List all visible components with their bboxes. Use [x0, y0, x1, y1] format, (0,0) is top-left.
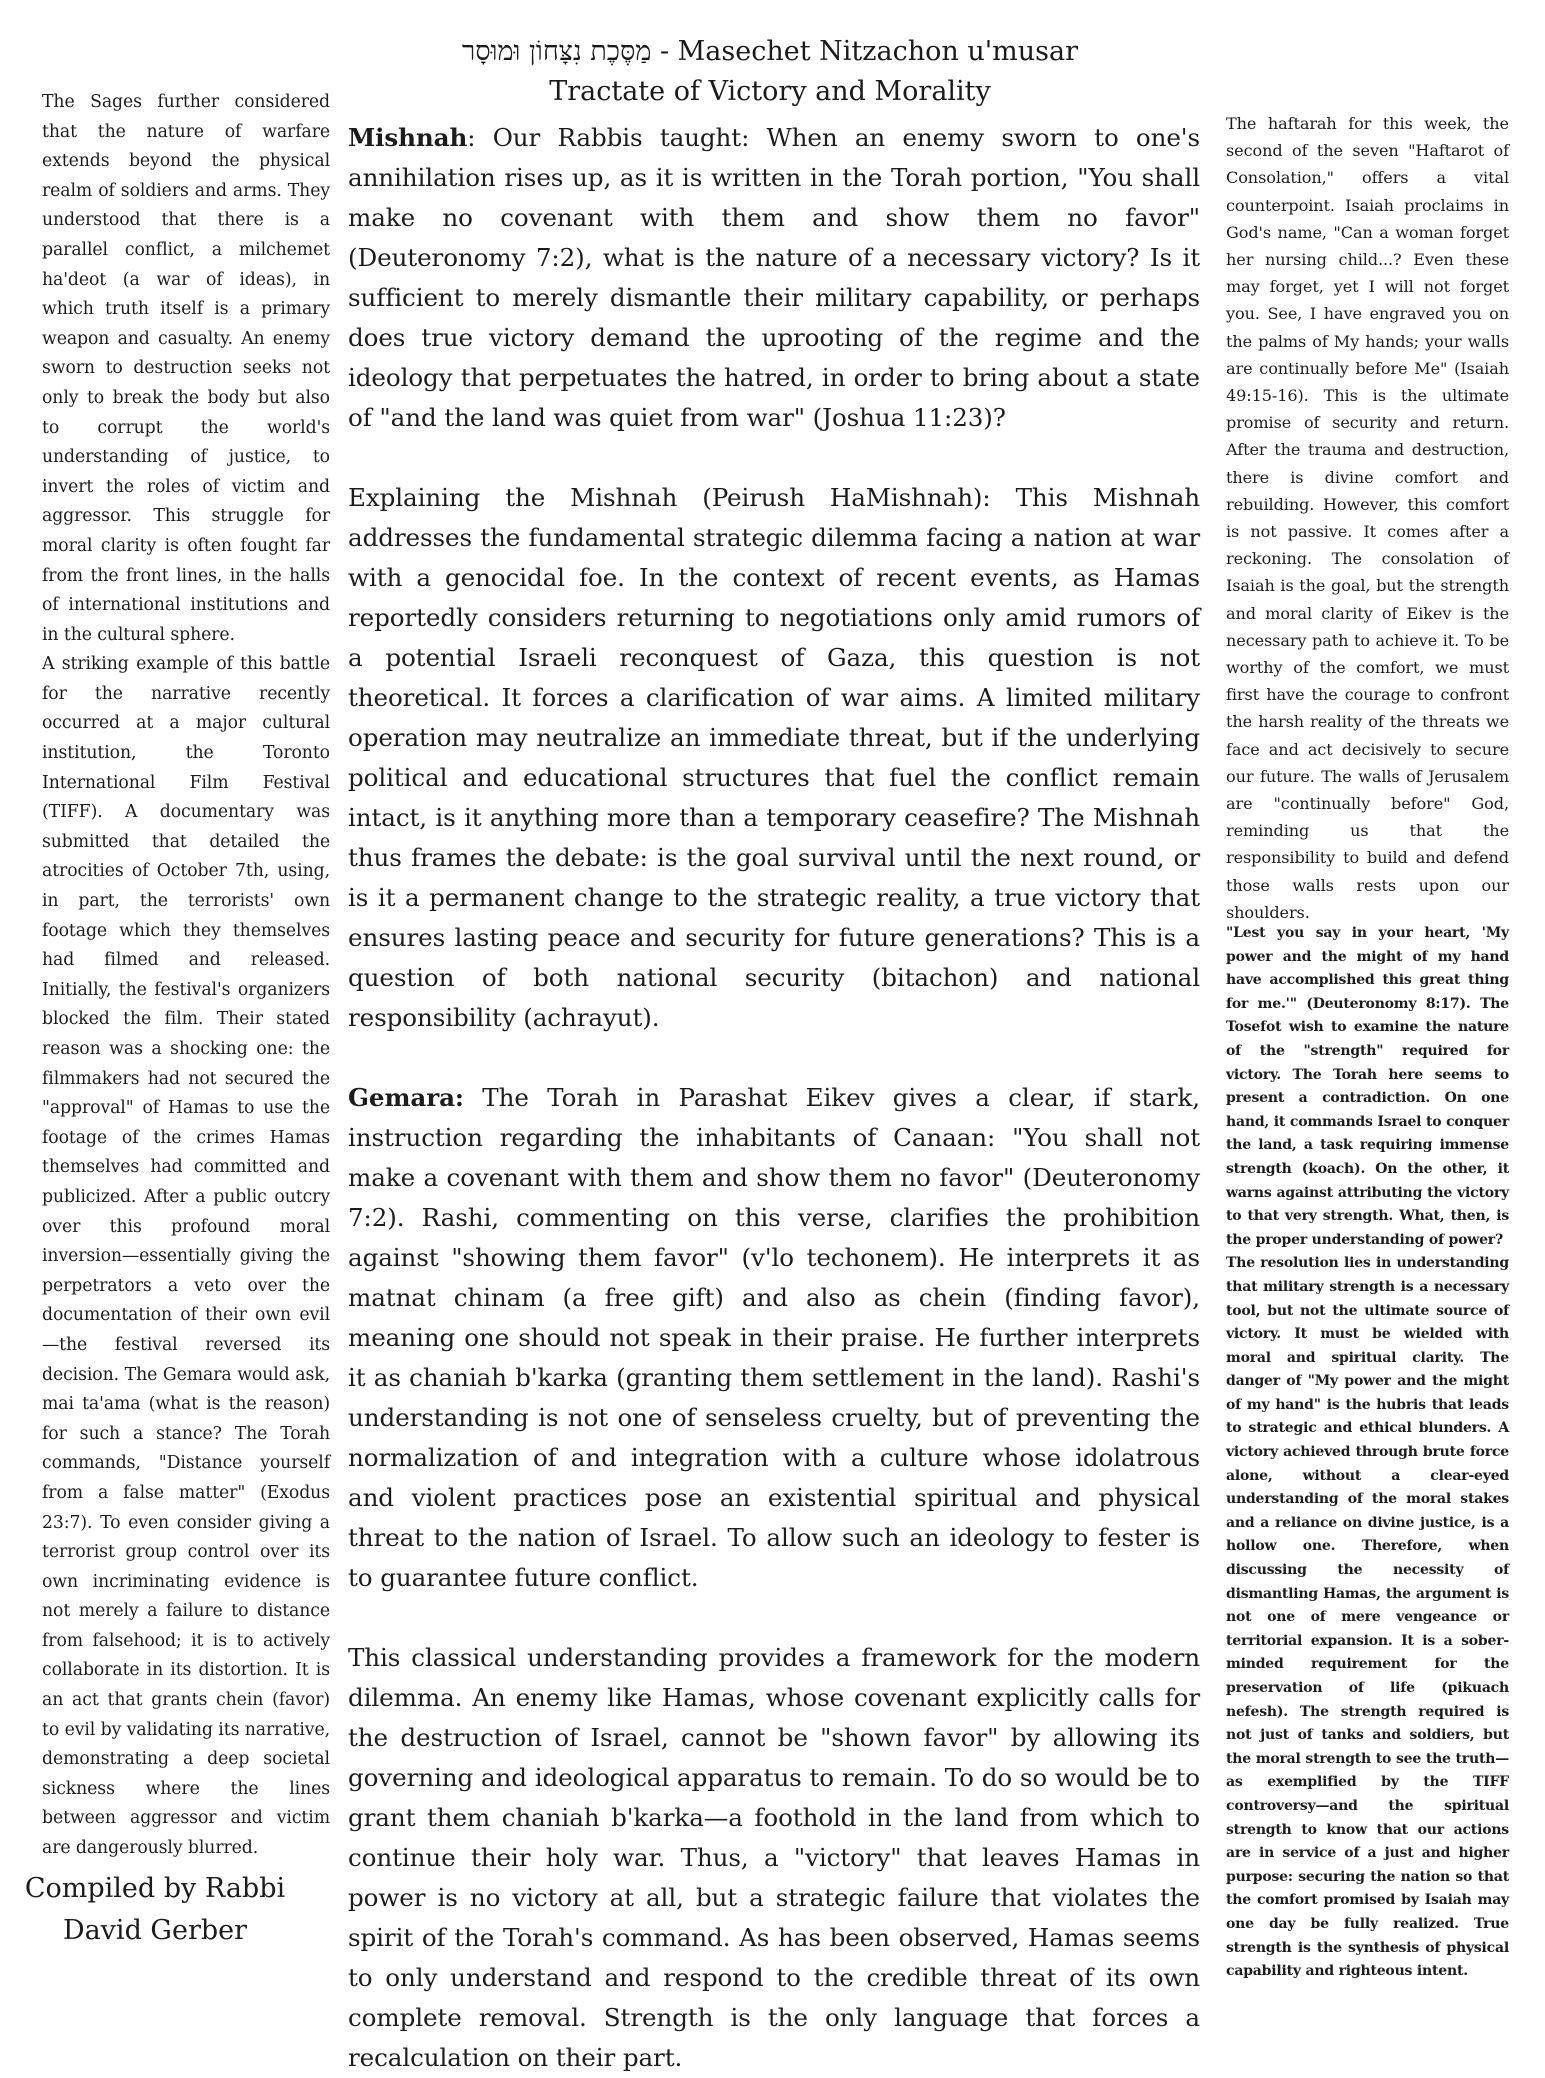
left-commentary-column [42, 88, 330, 1864]
tosefot-paragraph-2: The resolution lies in understanding that military strength is a necessary tool, but not the ultimate source of victory. It must be wielded with moral and spiritual clarity. The danger of "My power and the might of my hand" is the hubris that leads to strategic and ethical blunders. A victory achieved through brute force alone, without a clear-eyed understanding of the moral stakes and a reliance on divine justice, is a hollow one. Therefore, when discussing the necessity of dismantling Hamas, the argument is not one of mere vengeance or territorial expansion. It is a sober-minded requirement for the preservation of life (pikuach nefesh). The strength required is not just of tanks and soldiers, but the moral strength to see the truth—as exemplified by the TIFF controversy—and the spiritual strength to know that our actions are in service of a just and higher purpose: securing the nation so that the comfort promised by Isaiah may one day be fully realized. True strength is the synthesis of physical capability and righteous intent. [1226, 1255, 1509, 1980]
haftarah-paragraph: The haftarah for this week, the second of the seven "Haftarot of Consolation," offers a vital counterpoint. Isaiah proclaims in God's name, "Can a woman forget her nursing child...? Even these may forget, yet I will not forget you. See, I have engraved you on the palms of My hands; your walls are continually before Me" (Isaiah 49:15-16). This is the ultimate promise of security and return. After the trauma and destruction, there is divine comfort and rebuilding. However, this comfort is not passive. It comes after a reckoning. The consolation of Isaiah is the goal, but the strength and moral clarity of Eikev is the necessary path to achieve it. To be worthy of the comfort, we must first have the courage to confront the harsh reality of the threats we face and act decisively to secure our future. The walls of Jerusalem are "continually before" God, reminding us that the responsibility to build and defend those walls rests upon our shoulders. [1226, 114, 1509, 922]
mishnah-paragraph [348, 118, 1200, 438]
mishnah-text: : Our Rabbis taught: When an enemy sworn to one's annihilation rises up, as it is written in the Torah portion, "You shall make no covenant with them and show them no favor" (Deuteronomy 7:2), what is the nature of a necessary victory? Is it sufficient to merely dismantle their military capability, or perhaps does true victory demand the uprooting of the regime and the ideology that perpetuates the hatred, in order to bring about a state of "and the land was quiet from war" (Joshua 11:23)? [348, 123, 1200, 432]
sages-paragraph: The Sages further considered that the nature of warfare extends beyond the physical realm of soldiers and arms. They understood that there is a parallel conflict, a milchemet ha'deot (a war of ideas), in which truth itself is a primary weapon and casualty. An enemy sworn to destruction seeks not only to break the body but also to corrupt the world's understanding of justice, to invert the roles of victim and aggressor. This struggle for moral clarity is often fought far from the front lines, in the halls of international institutions and in the cultural sphere. [42, 92, 330, 645]
author-credit [20, 1868, 290, 1952]
title-line-subtitle: Tractate of Victory and Morality [549, 76, 991, 107]
right-commentary-column [1226, 110, 1509, 926]
gemara-label: Gemara: [348, 1083, 464, 1112]
page-title [340, 32, 1200, 112]
tosefot-commentary [1226, 922, 1509, 1984]
credit-line-2: David Gerber [62, 1915, 248, 1946]
explanation-paragraph: Explaining the Mishnah (Peirush HaMishnah): This Mishnah addresses the fundamental strategic dilemma facing a nation at war with a genocidal foe. In the context of recent events, as Hamas reportedly considers returning to negotiations only amid rumors of a potential Israeli reconquest of Gaza, this question is not theoretical. It forces a clarification of war aims. A limited military operation may neutralize an immediate threat, but if the underlying political and educational structures that fuel the conflict remain intact, is it anything more than a temporary ceasefire? The Mishnah thus frames the debate: is the goal survival until the next round, or is it a permanent change to the strategic reality, a true victory that ensures lasting peace and security for future generations? This is a question of both national security (bitachon) and national responsibility (achrayut). [348, 483, 1200, 1032]
main-text-column [348, 118, 1200, 2078]
gemara-text: The Torah in Parashat Eikev gives a clear, if stark, instruction regarding the inhabitants of Canaan: "You shall not make a covenant with them and show them no favor" (Deuteronomy 7:2). Rashi, commenting on this verse, clarifies the prohibition against "showing them favor" (v'lo techonem). He interprets it as matnat chinam (a free gift) and also as chein (finding favor), meaning one should not speak in their praise. He further interprets it as chaniah b'karka (granting them settlement in the land). Rashi's understanding is not one of senseless cruelty, but of preventing the normalization of and integration with a culture whose idolatrous and violent practices pose an existential spiritual and physical threat to the nation of Israel. To allow such an ideology to fester is to guarantee future conflict. [348, 1083, 1200, 1592]
closing-paragraph: This classical understanding provides a framework for the modern dilemma. An enemy like Hamas, whose covenant explicitly calls for the destruction of Israel, cannot be "shown favor" by allowing its governing and ideological apparatus to remain. To do so would be to grant them chaniah b'karka—a foothold in the land from which to continue their holy war. Thus, a "victory" that leaves Hamas in power is no victory at all, but a strategic failure that violates the spirit of the Torah's command. As has been observed, Hamas seems to only understand and respond to the credible threat of its own complete removal. Strength is the only language that forces a recalculation on their part. [348, 1643, 1200, 2072]
tosefot-paragraph-1: "Lest you say in your heart, 'My power and the might of my hand have accomplished this great thing for me.'" (Deuteronomy 8:17). The Tosefot wish to examine the nature of the "strength" required for victory. The Torah here seems to present a contradiction. On one hand, it commands Israel to conquer the land, a task requiring immense strength (koach). On the other, it warns against attributing the victory to that very strength. What, then, is the proper understanding of power? [1226, 925, 1509, 1248]
credit-line-1: Compiled by Rabbi [24, 1873, 286, 1904]
gemara-paragraph [348, 1078, 1200, 1598]
mishnah-label: Mishnah [348, 123, 468, 152]
tiff-paragraph: A striking example of this battle for the narrative recently occurred at a major cultural institution, the Toronto International Film Festival (TIFF). A documentary was submitted that detailed the atrocities of October 7th, using, in part, the terrorists' own footage which they themselves had filmed and released. Initially, the festival's organizers blocked the film. Their stated reason was a shocking one: the filmmakers had not secured the "approval" of Hamas to use the footage of the crimes Hamas themselves had committed and publicized. After a public outcry over this profound moral inversion—essentially giving the perpetrators a veto over the documentation of their own evil—the festival reversed its decision. The Gemara would ask, mai ta'ama (what is the reason) for such a stance? The Torah commands, "Distance yourself from a false matter" (Exodus 23:7). To even consider giving a terrorist group control over its own incriminating evidence is not merely a failure to distance from falsehood; it is to actively collaborate in its distortion. It is an act that grants chein (favor) to evil by validating its narrative, demonstrating a deep societal sickness where the lines between aggressor and victim are dangerously blurred. [42, 654, 330, 1859]
title-line-hebrew-english: מַסֶּכֶת נִצָּחוֹן וּמוּסָר - Masechet Nitzachon u'musar [462, 36, 1078, 67]
